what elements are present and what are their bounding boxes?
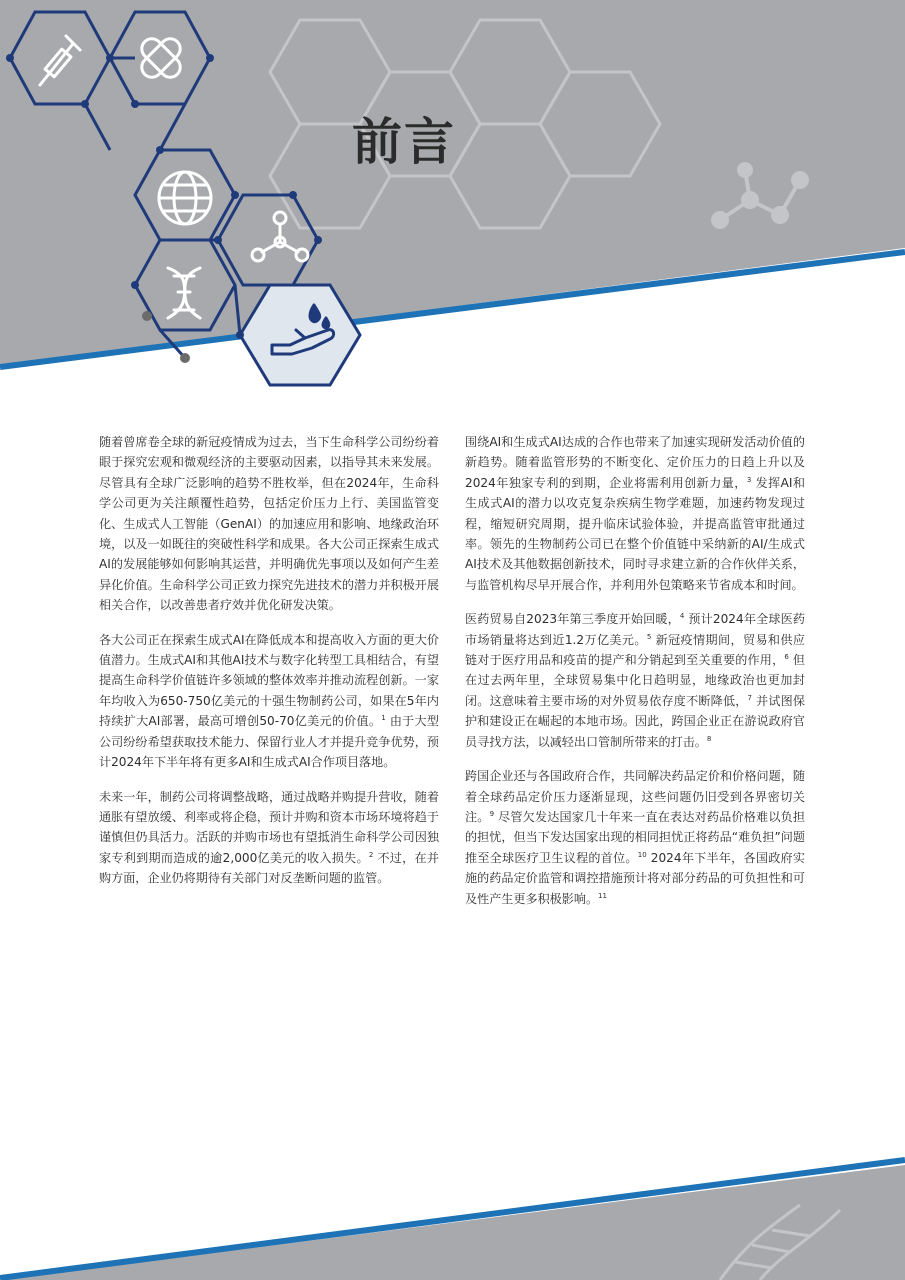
footer-illustration bbox=[0, 1150, 905, 1280]
footnote-ref: 11 bbox=[598, 891, 607, 900]
footnote-ref: 6 bbox=[784, 653, 789, 662]
footnote-ref: 3 bbox=[746, 475, 752, 484]
paragraph: 随着曾席卷全球的新冠疫情成为过去，当下生命科学公司纷纷着眼于探究宏观和微观经济的主要驱动因素，以指导其未来发展。尽管具有全球广泛影响的趋势不胜枚举，但在2024年，生命科学公司更为关注颠覆性趋势，包括定价压力上行、美国监管变化、生成式人工智能（GenAI）的加速应用和影响、地缘政治环境，以及一如既往的突破性科学和成果。各大公司正探索生成式AI的发展能够如何影响其运营，并明确优先事项以及如何产生差异化价值。生命科学公司正致力探究先进技术的潜力并积极开展相关合作，以改善患者疗效并优化研发决策。 bbox=[99, 435, 439, 613]
paragraph: 跨国企业还与各国政府合作，共同解决药品定价和价格问题，随着全球药品定价压力逐渐显现，这些问题仍旧受到各界密切关注。$^9$ 尽管欠发达国家几十年来一直在表达对药品价格难以负担的担忧，但当下发达国家出现的相同担忧正将药品“难负担”问题推至全球医疗卫生议程的首位。$^{10}$ 2024年下半年，各国政府实施的药品定价监管和调控措施预计将对部分药品的可负担性和可及性产生更多积极影响。$^{11}$ bbox=[465, 769, 805, 906]
paragraph: 未来一年，制药公司将调整战略，通过战略并购提升营收，随着通胀有望放缓、利率或将企稳，预计并购和资本市场环境将趋于谨慎但仍具活力。活跃的并购市场也有望抵消生命科学公司因独家专利到期而造成的逾2,000亿美元的收入损失。$^2$ 不过，在并购方面，企业仍将期待有关部门对反垄断问题的监管。 bbox=[99, 789, 439, 886]
footnote-ref: 4 bbox=[679, 612, 685, 621]
header-illustration bbox=[0, 0, 905, 400]
footnote-ref: 7 bbox=[747, 693, 752, 702]
left-column bbox=[99, 432, 439, 903]
footnote-ref: 8 bbox=[706, 734, 712, 743]
paragraph: 医药贸易自2023年第三季度开始回暖，$^4$ 预计2024年全球医药市场销量将达到近1.2万亿美元。$^5$ 新冠疫情期间，贸易和供应链对于医疗用品和疫苗的提产和分销起到至关重要的作用，$^6$ 但在过去两年里，全球贸易集中化日趋明显，地缘政治也更加封闭。这意味着主要市场的对外贸易依存度不断降低，$^7$ 并试图保护和建设正在崛起的本地市场。因此，跨国企业正在游说政府官员寻找方法，以减轻出口管制所带来的打击。$^8$ bbox=[465, 612, 805, 749]
right-column bbox=[465, 432, 805, 923]
footnote-ref: 10 bbox=[637, 850, 647, 859]
footnote-ref: 9 bbox=[489, 809, 495, 818]
paragraph: 各大公司正在探索生成式AI在降低成本和提高收入方面的更大价值潜力。生成式AI和其他AI技术与数字化转型工具相结合，有望提高生命科学价值链许多领域的整体效率并推动流程创新。一家年均收入为650-750亿美元的十强生物制药公司，如果在5年内持续扩大AI部署，最高可增创50-70亿美元的价值。$^1$ 由于大型公司纷纷希望获取技术能力、保留行业人才并提升竞争优势，预计2024年下半年将有更多AI和生成式AI合作项目落地。 bbox=[99, 632, 439, 770]
paragraph: 围绕AI和生成式AI达成的合作也带来了加速实现研发活动价值的新趋势。随着监管形势的不断变化、定价压力的日趋上升以及2024年独家专利的到期，企业将需利用创新力量，$^3$ 发挥AI和生成式AI的潜力以攻克复杂疾病生物学难题，加速药物发现过程，缩短研究周期，提升临床试验体验，并提高监管审批通过率。领先的生物制药公司已在整个价值链中采纳新的AI/生成式AI技术及其他数据创新技术，同时寻求建立新的合作伙伴关系，与监管机构尽早开展合作，并利用外包策略来节省成本和时间。 bbox=[465, 435, 805, 592]
footnote-ref: 2 bbox=[368, 850, 374, 859]
footnote-ref: 1 bbox=[381, 714, 386, 723]
page-title: 前言 bbox=[352, 113, 456, 171]
footnote-ref: 5 bbox=[646, 632, 652, 641]
